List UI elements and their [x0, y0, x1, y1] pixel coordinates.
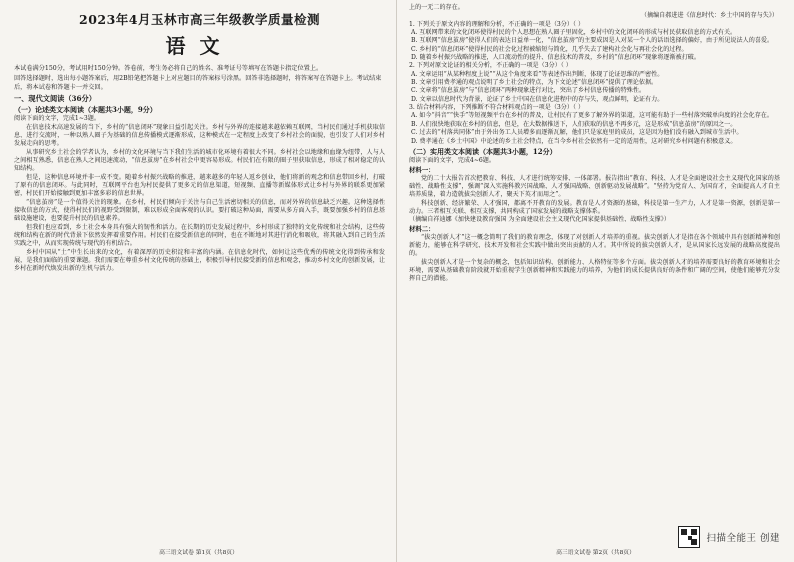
exam-title: 2023年4月玉林市高三年级教学质量检测	[79, 12, 320, 27]
continued-line: 上的一无二的存在。	[409, 4, 464, 11]
question-1-option-a: A. 互联网带来的文化闭环使得村民的个人思想在熟人圈子里固化，乡村中的文化闭环的形成与村民获取信息的方式有关。	[411, 29, 737, 37]
question-1-option-c: C. 乡村的“信息闭环”使得村民的社会化过程被缩短与简化，几乎失去了建构社会化与再社会化的过程。	[411, 45, 688, 53]
question-3-option-c: C. 过去的“村落共同体”由于外出务工人员增多而逐渐瓦解，他们只是家庭里的成员，这是因为他们没有融入到城市生活中。	[411, 129, 743, 137]
section-heading: 一、现代文阅读（36分）	[14, 94, 96, 104]
article-source: （摘编自郝进进《信息时代：乡土中国的存与失》）	[640, 12, 778, 20]
question-2-option-c: C. 文章将“信息茧房”与“信息闭环”两种现象进行对比，突出了乡村信息传播的特殊性。	[411, 87, 646, 95]
article-paragraph: 但我们也应看到，乡土社会本身具有强大的韧性和活力。在长期的历史发展过程中，乡村形成了独特的文化传统和社会结构，这些传统和结构在新的时代背景下依然发挥着重要作用。村民们在接受新信息的同时，也在不断地对其进行消化和吸收，将其融入到自己的生活实践之中，从而实现传统与现代的有机结合。	[14, 223, 385, 248]
question-3: 3. 结合材料内容，下列推断不符合材料观点的一项是（3分）（ ）	[409, 104, 585, 112]
question-2-option-a: A. 文章运用“从某种程度上说”“从这个角度来看”等表述作出判断，体现了论证思维的严密性。	[411, 70, 664, 78]
article-paragraph: 乡村中国从“土”中生长出来的文化，有着深厚的历史积淀和丰富的内涵。在信息化时代，如何让这些优秀的传统文化得到传承和发展，是我们面临的重要课题。我们需要在尊重乡村文化传统的基础上，积极引导村民接受新的信息和观念，推动乡村文化的创新发展，让乡村在新时代焕发出新的生机与活力。	[14, 248, 385, 273]
subsection-heading-2: （二）实用类文本阅读（本题共3小题，12分）	[409, 146, 557, 156]
reading-instruction: 阅读下面的文字，完成1~3题。	[14, 115, 100, 123]
reading-instruction-2: 阅读下面的文字，完成4~6题。	[409, 157, 495, 165]
question-2-option-d: D. 文章以信息时代为背景，论证了乡土中国在信息化进程中的存与失，观点鲜明，论证有力。	[411, 95, 664, 103]
question-3-option-a: A. 如今“抖音”“快手”等短视频平台在乡村的普及，让村民有了更多了解外界的渠道，这可能有助于一些村落突破单向度的社会化存在。	[411, 112, 773, 120]
subsection-heading: （一）论述类文本阅读（本题共3小题，9分）	[14, 104, 157, 114]
material-1-paragraph: 党的二十大报告首次把教育、科技、人才进行统筹安排、一体部署。报告指出“教育、科技、人才是全面建设社会主义现代化国家的基础性、战略性支撑”，强调“深入实施科教兴国战略、人才强国战略、创新驱动发展战略”。“坚持为党育人、为国育才，全面提高人才自主培养质量，着力造就拔尖创新人才，聚天下英才而用之”。	[409, 174, 780, 199]
material-1-label: 材料一：	[409, 165, 435, 174]
question-1-option-d: D. 随着乡村振兴战略的推进，人口流动性的提升、信息技术的普及，乡村的“信息闭环”现象将逐渐被打破。	[411, 54, 700, 62]
material-1-source: （摘编自祥迪娜《加快建设教育强国 为全面建设社会主义现代化国家提供基础性、战略性支撑》）	[409, 216, 670, 224]
question-1-option-b: B. 互联网“信息茧房”使得人们的表达日益单一化，“信息茧房”的主要成因是人对某一个人的话语选择的偏好，由于所见说法人的喜爱。	[411, 37, 774, 45]
material-2-label: 材料二：	[409, 224, 435, 233]
question-2: 2. 下列对原文论证的相关分析，不正确的一项是（3分）（ ）	[409, 62, 572, 70]
material-1-paragraph: 科技创新、经济繁荣、人才强国，都离不开教育的发展。教育是人才资源的基础，科技是第一生产力，人才是第一资源，创新是第一动力。三者相互关联、相互支撑，共同构成了国家发展的战略支撑体系。	[409, 199, 780, 216]
page-footer: 高三语文试卷 第1页（共8页）	[159, 550, 238, 556]
article-paragraph: 在信息技术高速发展的当下，乡村的“信息闭环”现象日益引起关注。乡村与外界的连接越来越依赖互联网，当村民们通过手机获取信息、进行交流时，一种以熟人圈子为基础的信息传播模式逐渐形成，这种模式在一定程度上改变了乡村社会的面貌，也引发了人们对乡村发展走向的思考。	[14, 123, 385, 148]
article-paragraph: 但是，这种信息环境并非一成不变。随着乡村振兴战略的推进，越来越多的年轻人返乡创业，他们将新的观念和信息带回乡村，打破了原有的信息闭环。与此同时，互联网平台也为村民提供了更多元的信息渠道，短视频、直播等新媒体形式让乡村与外界的联系更加紧密，村民们开始接触到更加丰富多彩的信息世界。	[14, 173, 385, 198]
subject-title: 语文	[165, 34, 234, 58]
watermark-text: 扫描全能王 创建	[706, 533, 780, 544]
material-2-paragraph: “拔尖创新人才”这一概念简明了我们的教育理念，体现了对创新人才培养的重视。拔尖创新人才是指在各个领域中具有创新精神和创新能力，能够在科学研究、技术开发和社会实践中做出突出贡献的人才。其中所说的拔尖创新人才，是从国家长远发展的战略高度提出的。	[409, 233, 780, 258]
article-paragraph: “信息茧房”是一个值得关注的现象。在乡村，村民们倾向于关注与自己生活密切相关的信息，而对外界的信息缺乏兴趣。这种选择性接收信息的方式，使得村民们的视野受到限制，难以形成全面客观的认识。要打破这种局面，需要从多方面入手，既要加强乡村的信息基础设施建设，也要提升村民的信息素养。	[14, 198, 385, 223]
qr-code-icon	[678, 526, 700, 548]
question-3-option-d: D. 费孝通在《乡土中国》中论述的乡土社会特点，在当今乡村社会依然有一定的适用性，这对研究乡村问题有积极意义。	[411, 137, 737, 145]
question-3-option-b: B. 人们很快地获取在乡村的信息，但是，在大数据推送下，人们获取的信息不再多元，这是形成“信息茧房”的原因之一。	[411, 120, 737, 128]
scanner-watermark	[678, 526, 780, 548]
exam-notice-1: 本试卷满分150分，考试用时150分钟。答卷前，考生务必将自己的姓名、准考证号等填写在答题卡指定位置上。	[14, 65, 323, 72]
material-2-paragraph: 拔尖创新人才是一个复杂的概念，包括知识结构、创新能力、人格特征等多个方面。拔尖创新人才的培养需要良好的教育环境和社会环境，需要从基础教育阶段就开始重视学生创新精神和实践能力的培养，为他们的成长提供良好的条件和广阔的空间，使他们能够充分发挥自己的潜能。	[409, 258, 780, 283]
question-1: 1. 下列关于原文内容的理解和分析，不正确的一项是（3分）（ ）	[409, 20, 585, 28]
question-2-option-b: B. 文章引用费孝通的观点说明了乡土社会的特点，为下文论述“信息闭环”提供了理论依据。	[411, 79, 658, 87]
exam-page-right	[397, 0, 794, 562]
exam-notice-2: 回答选择题时，选出每小题答案后，用2B铅笔把答题卡上对应题目的答案标号涂黑。回答非选择题时，将答案写在答题卡上。考试结束后，将本试卷和答题卡一并交回。	[14, 75, 382, 91]
page-footer: 高三语文试卷 第2页（共8页）	[556, 550, 635, 556]
article-paragraph: 从事研究乡土社会的学者认为，乡村的文化环境与当下我们生活的城市化环境有着很大不同。乡村社会以地缘和血缘为纽带，人与人之间相互熟悉，信息在熟人之间迅速流动，“信息茧房”在乡村社会中更容易形成。村民们在有限的圈子里获取信息，形成了相对稳定的认知结构。	[14, 148, 385, 173]
